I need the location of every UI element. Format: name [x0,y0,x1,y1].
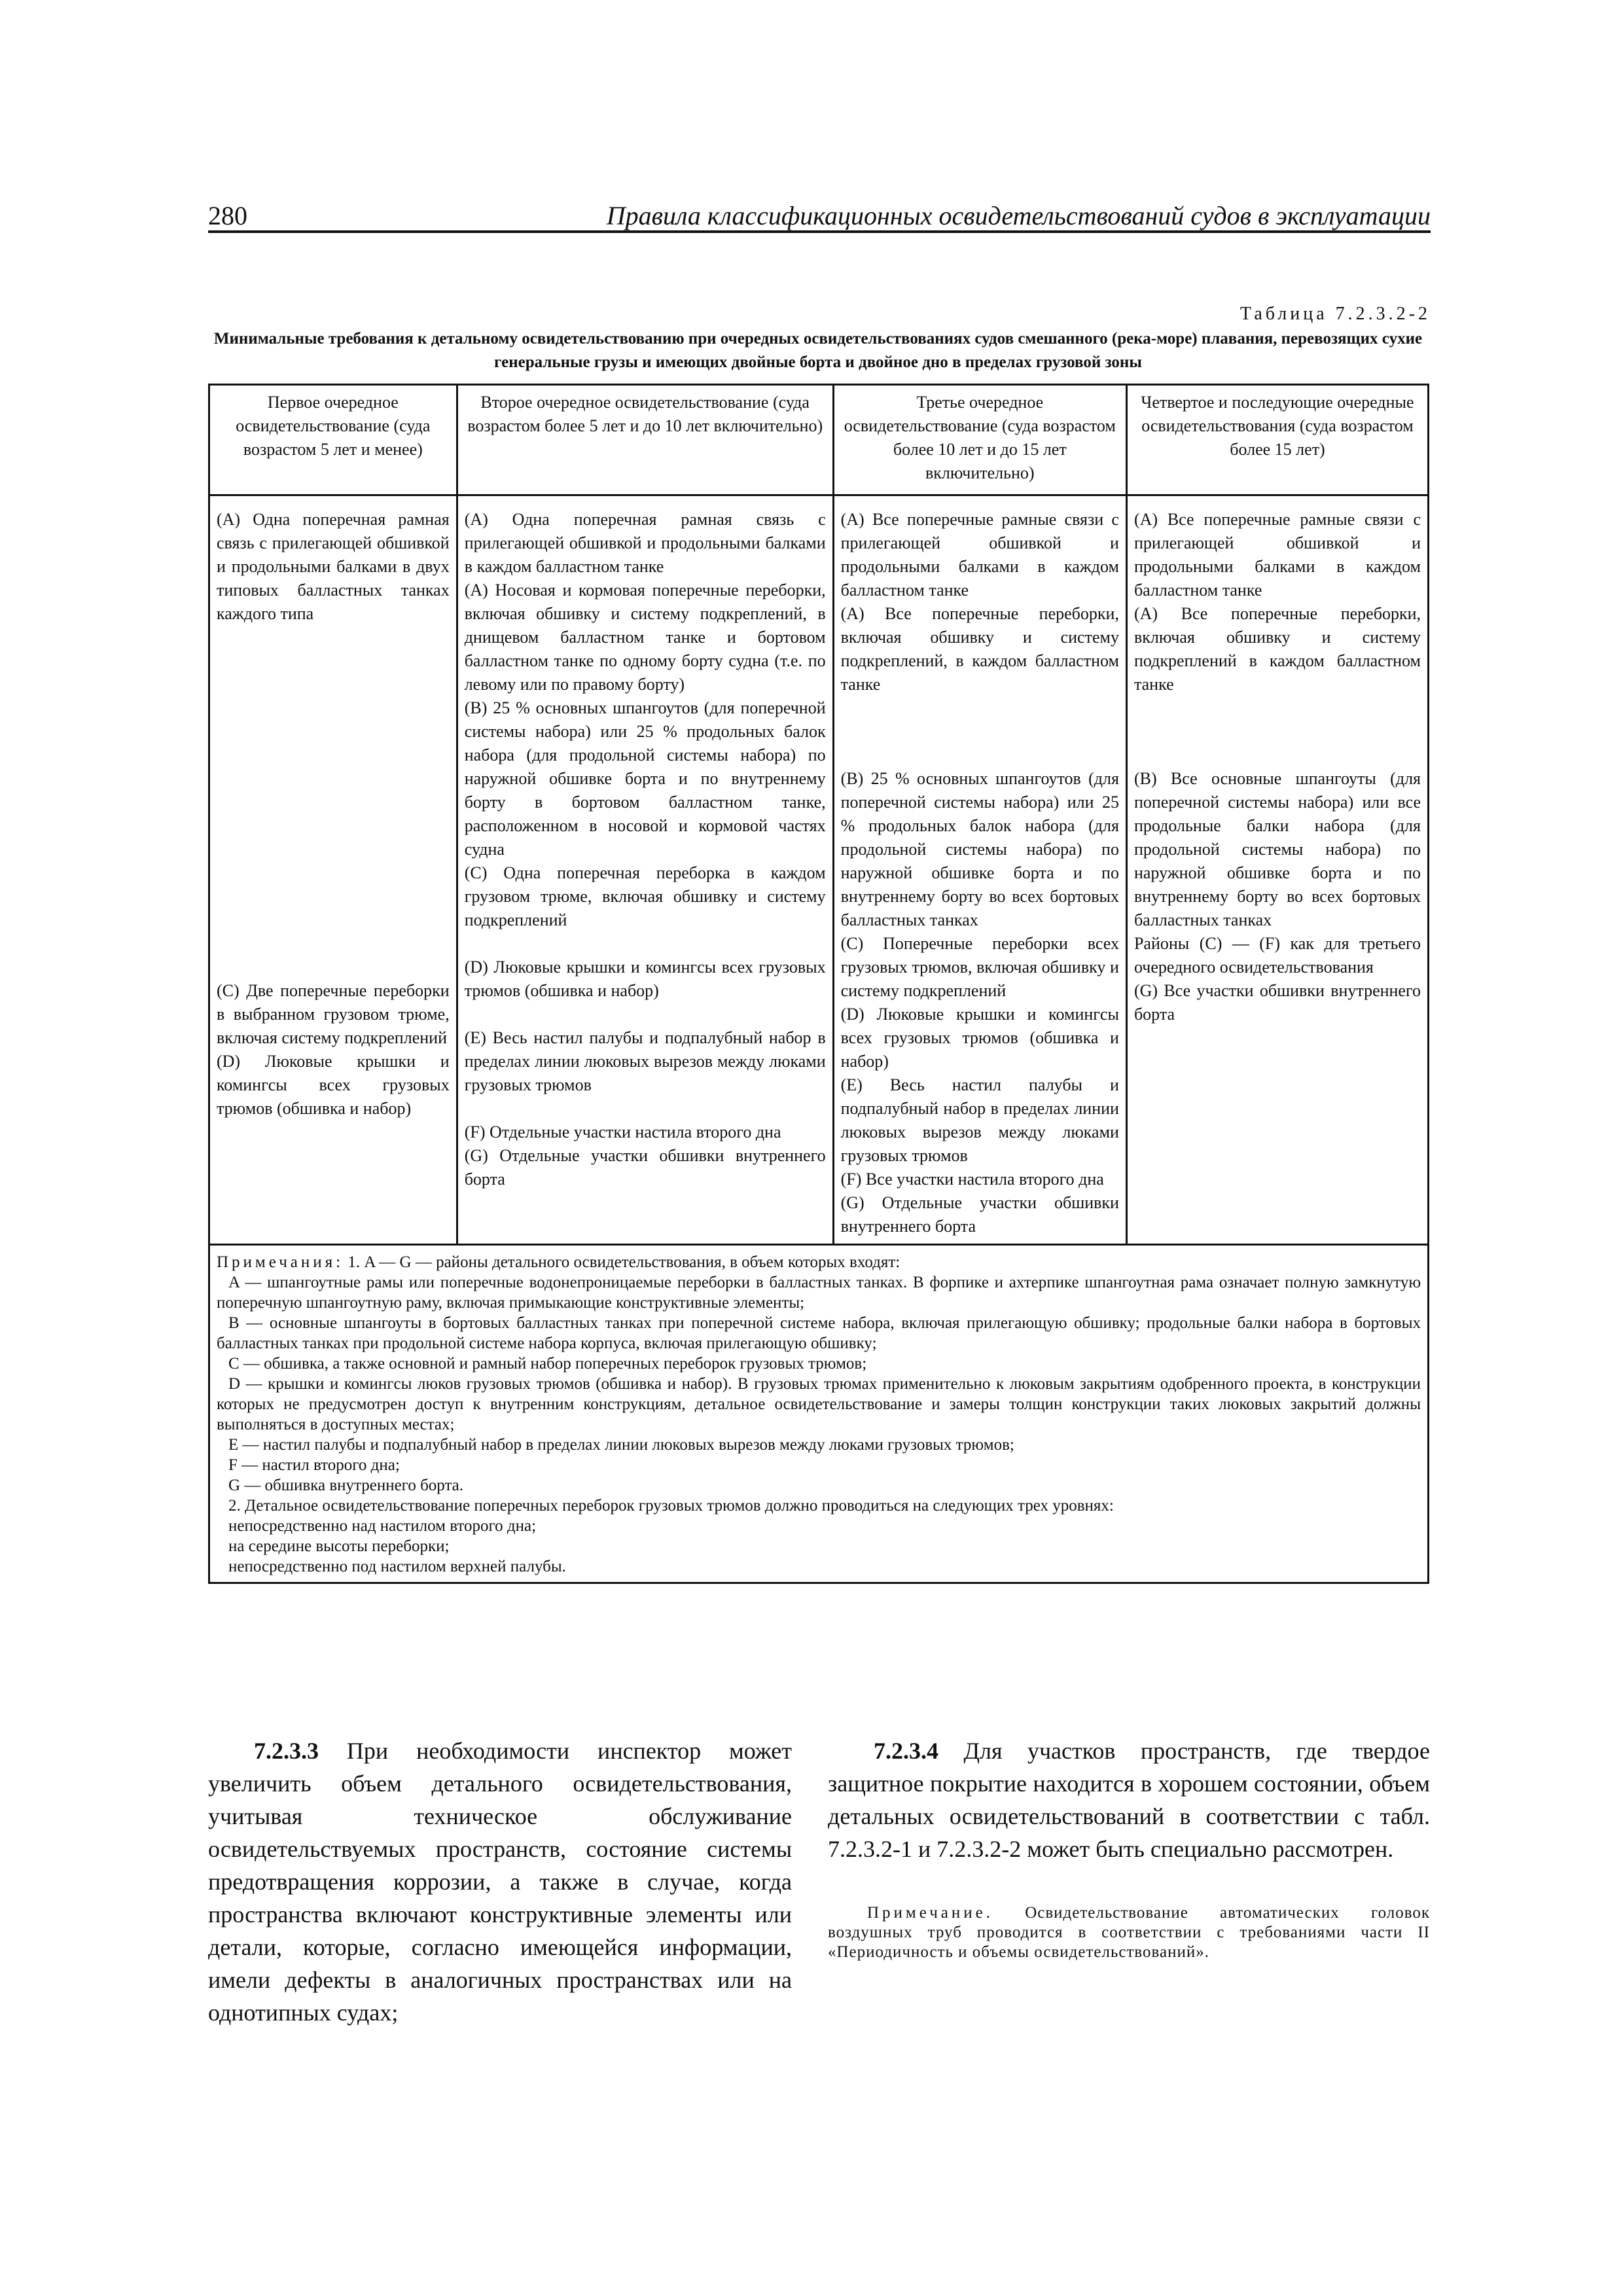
item-c: (C) Две поперечные переборки в выбранном грузовом трюме, включая систему подкреплений [217,981,450,1047]
item-d: (D) Люковые крышки и комингсы всех грузовых трюмов (обшивка и набор) [217,1052,450,1118]
item-b: (B) 25 % основных шпангоутов (для поперечной системы набора) или 25 % продольных балок набора (для продольной системы набора) по наружной обшивке борта и по внутреннему борту во всех бортовых балластных танках [840,769,1119,929]
item-c: (C) Одна поперечная переборка в каждом грузовом трюме, включая обшивку и систему подкреплений [464,863,826,929]
item-c-f: Районы (C) — (F) как для третьего очередного освидетельствования [1133,934,1421,977]
notes-title: Примечания: [217,1253,344,1271]
notes-heading [217,1252,1421,1272]
air-pipe-note [828,1903,1430,1962]
column-header-first-survey: Первое очередное освидетельствование (суда возрастом 5 лет и менее) [209,385,457,495]
cell-fourth-survey [1126,495,1428,1245]
item-a-frames: (A) Одна поперечная рамная связь с прилегающей обшивкой и продольными балками в каждом балластном танке [464,510,826,576]
survey-requirements-table [208,384,1429,1584]
page-number: 280 [208,201,247,230]
cell-first-survey [209,495,457,1245]
item-a-frames: (A) Все поперечные рамные связи с прилегающей обшивкой и продольными балками в каждом балластном танке [1133,510,1421,600]
running-title: Правила классификационных освидетельствований судов в эксплуатации [606,201,1431,230]
item-e: (E) Весь настил палубы и подпалубный набор в пределах линии люковых вырезов между люками грузовых трюмов [464,1028,826,1094]
item-a: (A) Одна поперечная рамная связь с прилегающей обшивкой и продольными балками в двух типовых балластных танках каждого типа [217,510,450,623]
cell-second-survey [457,495,833,1245]
table-row [209,495,1429,1245]
note-2: 2. Детальное освидетельствование поперечных переборок грузовых трюмов должно проводиться на следующих трех уровнях: [228,1497,1114,1515]
item-b: (B) Все основные шпангоуты (для поперечной системы набора) или все продольные балки набора (для продольной системы набора) по наружной обшивке борта и по внутреннему борту во всех бортовых балластных танках [1133,769,1421,929]
notes-cell [209,1245,1429,1583]
item-e: (E) Весь настил палубы и подпалубный набор в пределах линии люковых вырезов между люками грузовых трюмов [840,1075,1119,1165]
table-caption: Минимальные требования к детальному освидетельствованию при очередных освидетельствованиях судов смешанного (река-море) плавания, перевозящих сухие генеральные грузы и имеющих двойные борта и двойное дно в пределах грузовой зоны [213,330,1423,371]
note-level-2: на середине высоты переборки; [228,1537,450,1555]
paragraph-text: При необходимости инспектор может увеличить объем детального освидетельствования, учитывая техническое обслуживание освидетельствуемых пространств, состояние системы предотвращения коррозии, а также в случае, когда пространства включают конструктивные элементы или детали, которые, согласно имеющейся информации, имели дефекты в аналогичных пространствах или на однотипных судах; [208,1738,792,2026]
column-header-fourth-survey: Четвертое и последующие очередные освидетельствования (суда возрастом более 15 лет) [1126,385,1428,495]
item-b: (B) 25 % основных шпангоутов (для поперечной системы набора) или 25 % продольных балок набора (для продольной системы набора) по наружной обшивке борта и по внутреннему борту в бортовом балластном танке, расположенном в носовой и кормовой частях судна [464,698,826,859]
item-g: (G) Отдельные участки обшивки внутреннего борта [840,1193,1119,1236]
table-label: Таблица 7.2.3.2-2 [1240,304,1431,324]
page-header [208,200,1431,233]
item-g: (G) Отдельные участки обшивки внутреннего борта [464,1146,826,1189]
note-c: C — обшивка, а также основной и рамный набор поперечных переборок грузовых трюмов; [228,1355,867,1372]
note-1: 1. A — G — районы детального освидетельствования, в объем которых входят: [348,1253,901,1271]
item-a-frames: (A) Все поперечные рамные связи с прилегающей обшивкой и продольными балками в каждом балластном танке [840,510,1119,600]
note-d: D — крышки и комингсы люков грузовых трюмов (обшивка и набор). В грузовых трюмах применительно к люковым закрытиям одобренного проекта, в конструкции которых не предусмотрен доступ к внутренним конструкциям, детальное освидетельствование и замеры толщин конструкции таких люковых закрытий должны выполняться в доступных местах; [217,1375,1421,1433]
note-text: Освидетельствование автоматических головок воздушных труб проводится в соответствии с требованиями части II «Периодичность и объемы освидетельствований». [828,1904,1431,1961]
table-header-row [209,385,1429,495]
column-header-third-survey: Третье очередное освидетельствование (суда возрастом более 10 лет и до 15 лет включительно) [833,385,1126,495]
paragraph-number: 7.2.3.3 [254,1738,319,1764]
paragraph-7-2-3-3 [208,1734,792,2029]
item-f: (F) Все участки настила второго дна [840,1170,1104,1189]
item-g: (G) Все участки обшивки внутреннего борта [1133,981,1421,1024]
notes-row [209,1245,1429,1583]
note-a: A — шпангоутные рамы или поперечные водонепроницаемые переборки в балластных танках. В форпике и ахтерпике шпангоутная рама означает полную замкнутую поперечную шпангоутную раму, включая примыкающие конструктивные элементы; [217,1274,1421,1312]
cell-third-survey [833,495,1126,1245]
item-a-bulkheads: (A) Носовая и кормовая поперечные переборки, включая обшивку и систему подкреплений, в днищевом балластном танке и бортовом балластном танке по одному борту судна (т.е. по левому или по правому борту) [464,581,826,694]
item-a-bulkheads: (A) Все поперечные переборки, включая обшивку и систему подкреплений в каждом балластном танке [1133,604,1421,694]
note-level-1: непосредственно над настилом второго дна; [228,1517,537,1535]
note-g: G — обшивка внутреннего борта. [228,1477,464,1494]
paragraph-text: Для участков пространств, где твердое защитное покрытие находится в хорошем состоянии, объем детальных освидетельствований в соответствии с табл. 7.2.3.2-1 и 7.2.3.2-2 может быть специально рассмотрен. [828,1738,1431,1862]
note-e: E — настил палубы и подпалубный набор в пределах линии люковых вырезов между люками грузовых трюмов; [228,1436,1014,1454]
note-b: B — основные шпангоуты в бортовых балластных танках при поперечной системе набора, включая прилегающую обшивку; продольные балки набора в бортовых балластных танках при продольной системе набора корпуса, включая прилегающую обшивку; [217,1314,1421,1352]
item-d: (D) Люковые крышки и комингсы всех грузовых трюмов (обшивка и набор) [840,1005,1119,1071]
item-d: (D) Люковые крышки и комингсы всех грузовых трюмов (обшивка и набор) [464,958,826,1000]
paragraph-7-2-3-4 [828,1734,1430,1865]
note-label: Примечание. [867,1904,994,1922]
column-header-second-survey: Второе очередное освидетельствование (суда возрастом более 5 лет и до 10 лет включительно) [457,385,833,495]
paragraph-number: 7.2.3.4 [874,1738,938,1764]
note-f: F — настил второго дна; [228,1456,400,1474]
note-level-3: непосредственно под настилом верхней палубы. [228,1558,566,1575]
item-c: (C) Поперечные переборки всех грузовых трюмов, включая обшивку и систему подкреплений [840,934,1119,1000]
item-a-bulkheads: (A) Все поперечные переборки, включая обшивку и систему подкреплений, в каждом балластном танке [840,604,1119,694]
item-f: (F) Отдельные участки настила второго дна [464,1122,781,1141]
